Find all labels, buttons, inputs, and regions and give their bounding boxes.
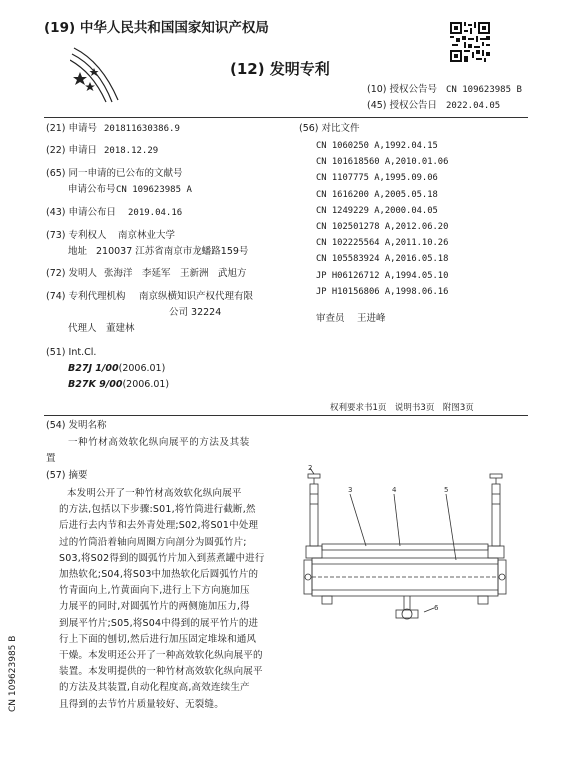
figure-label: 6 xyxy=(434,604,439,612)
abstract-line: 竹青面向上,竹黄面向下,进行上下方向施加压 xyxy=(59,585,250,597)
ref-item: CN 1107775 A,1995.09.06 xyxy=(316,173,438,184)
address: 210037 江苏省南京市龙蟠路159号 xyxy=(96,246,249,257)
agency-label: (74) 专利代理机构 xyxy=(46,291,126,302)
abstract-line: 后进行去内节和去外青处理;S02,将S01中处理 xyxy=(59,520,259,532)
examiner: 王进峰 xyxy=(357,313,386,324)
patentee-label: (73) 专利权人 xyxy=(46,230,107,241)
office-name: (19) 中华人民共和国国家知识产权局 xyxy=(44,20,269,36)
ref-item: CN 1060250 A,1992.04.15 xyxy=(316,141,438,151)
pubdate-label: (43) 申请公布日 xyxy=(46,207,117,218)
inventors: 张海洋 李延军 王新洲 武旭方 xyxy=(104,268,247,279)
pages-info: 权利要求书1页 说明书3页 附图3页 xyxy=(330,403,474,413)
intcl-label: (51) Int.Cl. xyxy=(46,347,97,358)
ref-item: JP H06126712 A,1994.05.10 xyxy=(316,270,449,281)
abstract-line: 的方法,包括以下步骤:S01,将竹筒进行截断,然 xyxy=(59,504,256,516)
pubdate-value: 2019.04.16 xyxy=(128,208,183,218)
app-no-label: (21) 申请号 xyxy=(46,123,98,134)
ref-item: CN 102225564 A,2011.10.26 xyxy=(316,238,449,249)
cnipa-logo xyxy=(70,46,122,104)
prior-pub-label: (65) 同一申请的已公布的文献号 xyxy=(46,168,183,179)
abstract-label: (57) 摘要 xyxy=(46,470,88,481)
ref-item: CN 101618560 A,2010.01.06 xyxy=(316,157,449,168)
inventors-label: (72) 发明人 xyxy=(46,268,98,279)
ref-item: CN 105583924 A,2016.05.18 xyxy=(316,254,449,265)
intcl-row xyxy=(68,377,169,393)
abstract-line: 本发明公开了一种竹材高效软化纵向展平 xyxy=(67,488,242,499)
examiner-label: 审查员 xyxy=(316,313,345,324)
intcl-code: B27K 9/00 xyxy=(68,379,123,390)
abstract-line: 加热软化;S04,将S03中加热软化后圆弧竹片的 xyxy=(59,569,259,581)
header-divider xyxy=(44,117,528,118)
app-date-label: (22) 申请日 xyxy=(46,145,98,156)
intcl-version: (2006.01) xyxy=(122,379,170,390)
ref-item: JP H10156806 A,1998.06.16 xyxy=(316,286,449,297)
abstract-line: 行上下面的刨切,然后进行加压固定堆垛和通风 xyxy=(59,633,257,645)
refs-label: (56) 对比文件 xyxy=(299,123,360,134)
figure-label: 5 xyxy=(444,486,449,494)
side-pub-number: CN 109623985 B xyxy=(8,635,18,712)
abstract-line: 过的竹筒沿着轴向周圈方向剖分为圆弧竹片; xyxy=(59,536,247,548)
qr-code xyxy=(450,22,490,62)
abstract-line: 力展平的同时,对圆弧竹片的两侧施加压力,得 xyxy=(59,601,250,613)
patentee: 南京林业大学 xyxy=(118,230,176,241)
app-no: 201811630386.9 xyxy=(104,124,180,134)
ref-item: CN 102501278 A,2012.06.20 xyxy=(316,221,449,232)
grant-pub-no-label: (10) 授权公告号 xyxy=(367,84,438,95)
address-label: 地址 xyxy=(68,246,88,257)
invention-title-cont: 置 xyxy=(46,453,56,464)
abstract-figure xyxy=(296,464,522,624)
ref-item: CN 1249229 A,2000.04.05 xyxy=(316,205,438,216)
refs-list xyxy=(316,138,448,300)
ref-item: CN 1616200 A,2005.05.18 xyxy=(316,189,438,200)
agent-label: 代理人 xyxy=(68,323,97,334)
intcl-code: B27J 1/00 xyxy=(68,363,119,374)
agency-line2: 公司 32224 xyxy=(169,307,222,318)
intcl-row xyxy=(68,361,165,377)
app-date: 2018.12.29 xyxy=(104,146,159,156)
prior-pub-no: CN 109623985 A xyxy=(116,185,192,195)
agency-line1: 南京纵横知识产权代理有限 xyxy=(139,291,254,302)
invention-title: 一种竹材高效软化纵向展平的方法及其装 xyxy=(68,437,250,448)
doc-type: (12) 发明专利 xyxy=(230,60,330,78)
abstract-line: 的方法及其装置,自动化程度高,高效连续生产 xyxy=(59,682,250,694)
abstract-text xyxy=(59,486,282,713)
grant-date: 2022.04.05 xyxy=(446,101,501,111)
figure-label: 2 xyxy=(308,464,313,472)
abstract-line: 且得到的去节竹片质量较好、无裂缝。 xyxy=(59,698,224,710)
prior-sub-label: 申请公布号 xyxy=(68,184,116,195)
pages-divider xyxy=(44,415,528,416)
abstract-line: 到展平竹片;S05,将S04中得到的展平竹片的进 xyxy=(59,617,259,629)
agent: 董建林 xyxy=(106,323,135,334)
figure-label: 4 xyxy=(392,486,397,494)
grant-date-label: (45) 授权公告日 xyxy=(367,100,438,111)
grant-pub-no: CN 109623985 B xyxy=(446,85,522,95)
abstract-line: S03,将S02得到的圆弧竹片加入到蒸煮罐中进行 xyxy=(59,552,265,564)
intcl-version: (2006.01) xyxy=(118,363,166,374)
abstract-line: 装置。本发明提供的一种竹材高效软化纵向展平 xyxy=(59,666,263,678)
figure-label: 3 xyxy=(348,486,353,494)
title-label: (54) 发明名称 xyxy=(46,420,107,431)
abstract-line: 干燥。本发明还公开了一种高效软化纵向展平的 xyxy=(59,650,263,662)
